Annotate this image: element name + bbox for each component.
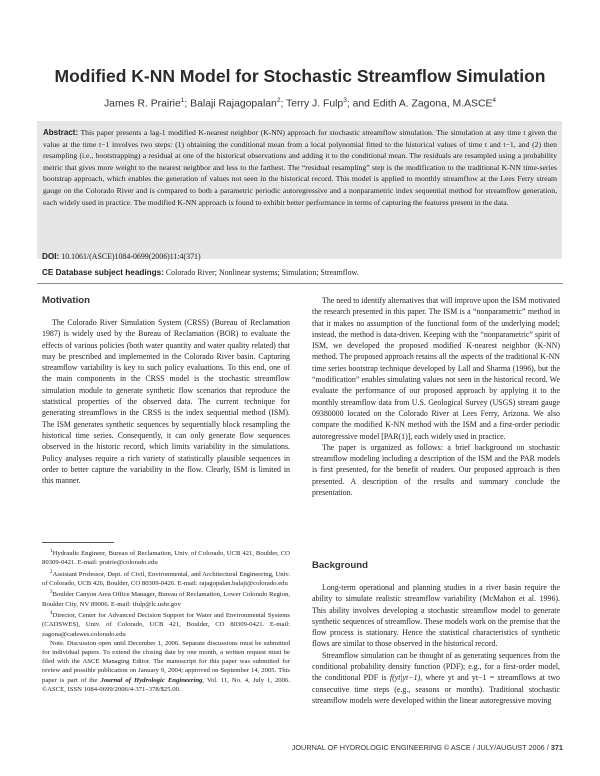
author-affiliation-marker: 4: [492, 97, 497, 104]
doi-value[interactable]: 10.1061/(ASCE)1084-0699(2006)11:4(371): [61, 252, 201, 261]
footnote-divider: [42, 542, 114, 543]
author-affiliation-marker: 1: [180, 97, 185, 104]
footnote-marker: 3: [50, 590, 53, 596]
author-separator: ;: [184, 98, 191, 110]
background-paragraph-1: Long-term operational and planning studies in a river basin require the ability to simulate realistic streamflow variability (McMahon et al. 1996). This ability involves developing a stochastic streamflow model to generate synthetic sequences of streamflow. These models work on the premise that the flow process is stationary. Hence the statistical characteristics of synthetic flows are similar to those observed in the historical record.: [312, 583, 560, 649]
journal-name: Journal of Hydrologic Engineering: [100, 676, 203, 684]
background-paragraph-2: Streamflow simulation can be thought of as generating sequences from the conditional probability density function (PDF); e.g., for a first-order model, the conditional PDF is f(yt|yt−1), where yt and yt−1 = streamflows at two consecutive time steps (e.g., seasons or months). Traditional stochastic streamflow models were developed within the linear autoregressive moving: [312, 650, 560, 705]
abstract-box: [37, 121, 562, 259]
conditional-pdf-formula: f(yt|yt−1): [389, 673, 421, 683]
author-separator: ; and: [346, 98, 373, 110]
section-heading-background: Background: [312, 560, 368, 571]
ce-headings-value: Colorado River; Nonlinear systems; Simulation; Streamflow.: [165, 268, 359, 277]
page-number: 371: [550, 743, 563, 752]
running-footer: [200, 743, 563, 752]
footer-journal-text: JOURNAL OF HYDROLOGIC ENGINEERING © ASCE / JULY/AUGUST 2006 /: [291, 743, 551, 752]
header-divider: [37, 283, 563, 284]
footnote-4: [42, 609, 290, 639]
abstract-text: This paper presents a lag-1 modified K-nearest neighbor (K-NN) approach for stochastic streamflow simulation. The simulation at any time t given the value at the time t−1 involves two steps: (1) obtaining the conditional mean from a local polynomial fitted to the historical values of time t and t−1, and (2) then resampling (i.e., bootstrapping) a residual at one of the historical observations and adding it to the conditional mean. The residuals are resampled using a probability metric that gives more weight to the nearest neighbor and less to the farthest. The “residual resampling” step is the modification to the traditional K-NN time-series bootstrap approach, which enables the generation of values not seen in the historical record. This model is applied to monthly streamflow at the Lees Ferry stream gauge on the Colorado River and is compared to both a parametric periodic autoregressive and a nonparametric index sequential method for streamflow generation, each widely used in practice. The modified K-NN approach is found to exhibit better performance in terms of capturing the features present in the data.: [43, 128, 557, 207]
author-separator: ;: [280, 98, 287, 110]
doi-line: [42, 252, 201, 261]
abstract-label: Abstract:: [43, 128, 79, 137]
footnote-text: Director, Center for Advanced Decision Support for Water and Environmental Systems (CADSWES), Univ. of Colorado, UCB 421, Boulder, CO 80309-0421. E-mail: zagona@cadswes.colorado.edu: [42, 612, 290, 638]
footnote-marker: 1: [50, 549, 53, 554]
footnote-1: [42, 547, 290, 568]
background-section: [312, 560, 560, 706]
footnote-2: [42, 568, 290, 589]
author-name: James R. Prairie: [103, 98, 181, 110]
right-column: [312, 295, 560, 498]
author-affiliation-marker: 3: [343, 97, 347, 104]
author-name: Edith A. Zagona, M.ASCE: [372, 98, 493, 110]
submission-note: Note. Discussion open until December 1, 2006. Separate discussions must be submitted for individual papers. To extend the closing date by one month, a written request must be filed with the ASCE Managing Editor. The manuscript for this paper was submitted for review and possible publication on January 9, 2004; approved on September 14, 2005. This paper is part of the Journal of Hydrologic Engineering, Vol. 11, No. 4, July 1, 2006. ©ASCE, ISSN 1084-0699/2006/4-371–378/$25.00.: [42, 639, 290, 693]
author-name: Terry J. Fulp: [286, 98, 344, 110]
author-name: Balaji Rajagopalan: [190, 98, 277, 110]
doi-label: DOI:: [42, 252, 60, 261]
footnotes: [42, 547, 290, 694]
motivation-paragraph: The Colorado River Simulation System (CRSS) (Bureau of Reclamation 1987) is widely used by the Bureau of Reclamation (BOR) to evaluate the effects of various policies (both water quantity and water quality related) that may be prescribed and implemented in the Colorado River basin. Capturing streamflow variability is key to such policy evaluations. To this end, one of the main components in the CRSS model is the stochastic streamflow simulation module to generate synthetic flow scenarios that reproduce the statistical properties of the observed data. The current technique for generating streamflows in the CRSS is the index sequential method (ISM). The ISM generates synthetic sequences by sequentially block resampling the historical time series. Consequently, it can only generate flow sequences observed in the historic record, which limits variability in the simulations. Policy analyses require a rich variety of statistically plausible sequences in order to better capture the variability in the flow. Clearly, ISM is limited in this manner.: [42, 318, 290, 486]
paper-title: Modified K-NN Model for Stochastic Streamflow Simulation: [54, 66, 546, 86]
ce-headings-label: CE Database subject headings:: [42, 268, 164, 277]
footnote-text: Hydraulic Engineer, Bureau of Reclamation, Univ. of Colorado, UCB 421, Boulder, CO 80309-0421. E-mail: prairie@colorado.edu: [42, 550, 290, 567]
author-list: [20, 97, 580, 109]
footnote-text: Assistant Professor, Dept. of Civil, Environmental, and Architectural Engineering, Univ. of Colorado, UCB 426, Boulder, CO 80309-0426. E-mail: rajagopalan.balaji@colorado.edu: [42, 570, 290, 588]
footnote-marker: 2: [50, 569, 53, 575]
footnote-marker: 4: [50, 610, 53, 616]
ce-subject-headings: [42, 268, 359, 277]
right-paragraph-1: The need to identify alternatives that will improve upon the ISM motivated the research presented in this paper. The ISM is a “nonparametric” method in that it makes no assumption of the functional form of the underlying model; instead, the method is data-driven. Keeping with the “nonparametric” spirit of ISM, we developed the proposed modified K-nearest neighbor (K-NN) method. The proposed approach retains all the aspects of the traditional K-NN time series bootstrap technique developed by Lall and Sharma (1996), but the “modification” enables simulating values not seen in the historical record. We evaluate the performance of our proposed approach by applying it to the monthly streamflow data from U.S. Geological Survey (USGS) stream gauge 09380000 located on the Colorado River at Lees Ferry, Arizona. We also compare the modified K-NN method with the ISM and a first-order periodic autoregressive model [PAR(1)], each widely used in practice.: [312, 296, 560, 441]
footnote-3: [42, 588, 290, 609]
left-column: [42, 295, 290, 486]
author-affiliation-marker: 2: [276, 97, 281, 104]
section-heading-motivation: Motivation: [42, 295, 90, 306]
right-paragraph-2: The paper is organized as follows: a brief background on stochastic streamflow modeling including a description of the ISM and the PAR models is first presented, for the benefit of readers. Our proposed approach is then presented. A description of the results and summary conclude the presentation.: [312, 442, 560, 498]
footnote-text: Boulder Canyon Area Office Manager, Bureau of Reclamation, Lower Colorado Region, Boulder City, NV 89006. E-mail: tfulp@lc.usbr.gov: [42, 591, 290, 608]
